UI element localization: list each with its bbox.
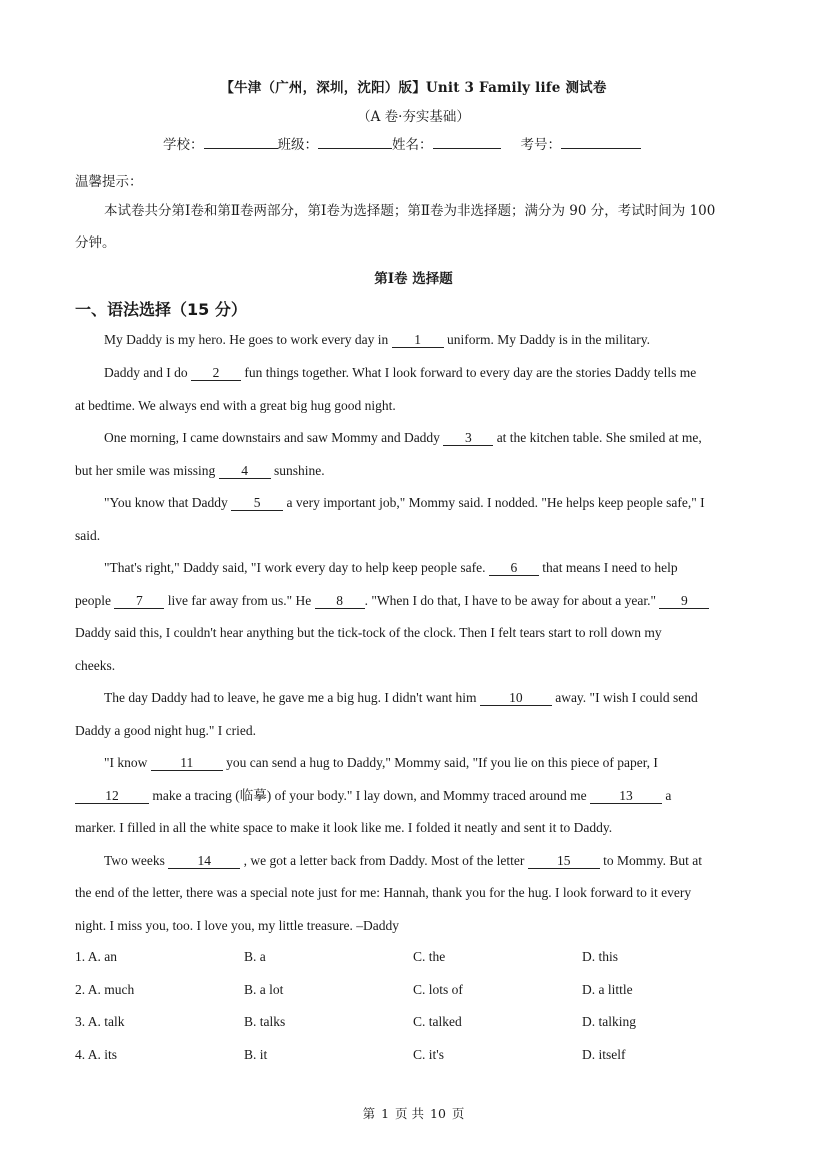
notice-label: 温馨提示： (75, 174, 143, 190)
passage-line: people 7 live far away from us." He 8 . "When I do that, I have to be away for about a year." 9 (75, 592, 709, 610)
exam-number-label: 考号： (520, 137, 561, 153)
passage-line: Daddy a good night hug." I cried. (75, 723, 256, 738)
passage-line: The day Daddy had to leave, he gave me a big hug. I didn't want him 10 away. "I wish I could send (104, 690, 698, 705)
blank-14[interactable]: 14 (168, 853, 240, 869)
option-4c[interactable]: C. it's (413, 1047, 444, 1062)
school-label: 学校： (163, 137, 204, 153)
blank-5[interactable]: 5 (231, 495, 283, 511)
option-1c[interactable]: C. the (413, 949, 446, 964)
blank-8[interactable]: 8 (315, 593, 365, 609)
blank-7[interactable]: 7 (114, 593, 164, 609)
blank-2[interactable]: 2 (191, 365, 241, 381)
page-footer: 第 1 页 共 10 页 (362, 1106, 465, 1121)
blank-9[interactable]: 9 (659, 593, 709, 609)
option-4b[interactable]: B. it (244, 1047, 268, 1062)
option-2a[interactable]: 2. A. much (75, 982, 135, 997)
option-3b[interactable]: B. talks (244, 1014, 286, 1029)
name-label: 姓名： (392, 137, 433, 153)
passage-line: "I know 11 you can send a hug to Daddy," Mommy said, "If you lie on this piece of paper, I (104, 755, 658, 770)
passage-line: the end of the letter, there was a special note just for me: Hannah, thank you for the hug. I look forward to it every (75, 885, 692, 900)
school-blank[interactable] (204, 134, 278, 149)
option-2d[interactable]: D. a little (582, 982, 633, 997)
passage-line: but her smile was missing 4 sunshine. (75, 463, 325, 478)
page-title: 【牛津（广州，深圳，沈阳）版】Unit 3 Family life 测试卷 (220, 80, 607, 96)
option-4d[interactable]: D. itself (582, 1047, 626, 1062)
notice-text-line1: 本试卷共分第Ⅰ卷和第Ⅱ卷两部分，第Ⅰ卷为选择题；第Ⅱ卷为非选择题；满分为 90 分，考试时间为 100 (104, 203, 716, 219)
option-3c[interactable]: C. talked (413, 1014, 462, 1029)
option-3d[interactable]: D. talking (582, 1014, 636, 1029)
section-title: 第Ⅰ卷 选择题 (374, 271, 453, 287)
passage-line: at bedtime. We always end with a great big hug good night. (75, 398, 396, 413)
blank-12[interactable]: 12 (75, 788, 149, 804)
exam-number-blank[interactable] (561, 134, 641, 149)
passage-line: 12 make a tracing (临摹) of your body." I lay down, and Mommy traced around me 13 a (75, 787, 671, 805)
blank-6[interactable]: 6 (489, 560, 539, 576)
blank-15[interactable]: 15 (528, 853, 600, 869)
blank-1[interactable]: 1 (392, 332, 444, 348)
passage-line: "You know that Daddy 5 a very important job," Mommy said. I nodded. "He helps keep people safe," I (104, 495, 705, 510)
option-4a[interactable]: 4. A. its (75, 1047, 118, 1062)
total-pages: 10 (430, 1106, 446, 1121)
passage-line: Daddy and I do 2 fun things together. What I look forward to every day are the stories Daddy tells me (104, 365, 697, 380)
option-1b[interactable]: B. a (244, 949, 266, 964)
passage-line: night. I miss you, too. I love you, my little treasure. –Daddy (75, 918, 399, 933)
option-1d[interactable]: D. this (582, 949, 619, 964)
passage-line: marker. I filled in all the white space to make it look like me. I folded it neatly and sent it to Daddy. (75, 820, 613, 835)
option-2b[interactable]: B. a lot (244, 982, 284, 997)
passage-line: Two weeks 14 , we got a letter back from Daddy. Most of the letter 15 to Mommy. But at (104, 853, 702, 868)
passage-line: My Daddy is my hero. He goes to work every day in 1 uniform. My Daddy is in the military. (104, 332, 651, 347)
page-number: 1 (381, 1106, 390, 1121)
option-1a[interactable]: 1. A. an (75, 949, 117, 964)
name-blank[interactable] (433, 134, 501, 149)
blank-4[interactable]: 4 (219, 463, 271, 479)
notice-text-line2: 分钟。 (75, 235, 116, 251)
passage-line: One morning, I came downstairs and saw Mommy and Daddy 3 at the kitchen table. She smiled at me, (104, 430, 702, 445)
passage-line: said. (75, 528, 101, 543)
blank-11[interactable]: 11 (151, 755, 223, 771)
option-2c[interactable]: C. lots of (413, 982, 463, 997)
class-blank[interactable] (318, 134, 392, 149)
passage-line: Daddy said this, I couldn't hear anything but the tick-tock of the clock. Then I felt tears start to roll down my (75, 625, 662, 640)
student-info-line (163, 133, 641, 153)
blank-13[interactable]: 13 (590, 788, 662, 804)
class-label: 班级： (277, 137, 318, 153)
blank-3[interactable]: 3 (443, 430, 493, 446)
blank-10[interactable]: 10 (480, 690, 552, 706)
page-subtitle: （A 卷·夯实基础） (357, 109, 470, 125)
part-heading: 一、语法选择（15 分） (75, 300, 247, 319)
option-3a[interactable]: 3. A. talk (75, 1014, 125, 1029)
passage-line: cheeks. (75, 658, 116, 673)
passage-line: "That's right," Daddy said, "I work every day to help keep people safe. 6 that means I need to help (104, 560, 678, 575)
